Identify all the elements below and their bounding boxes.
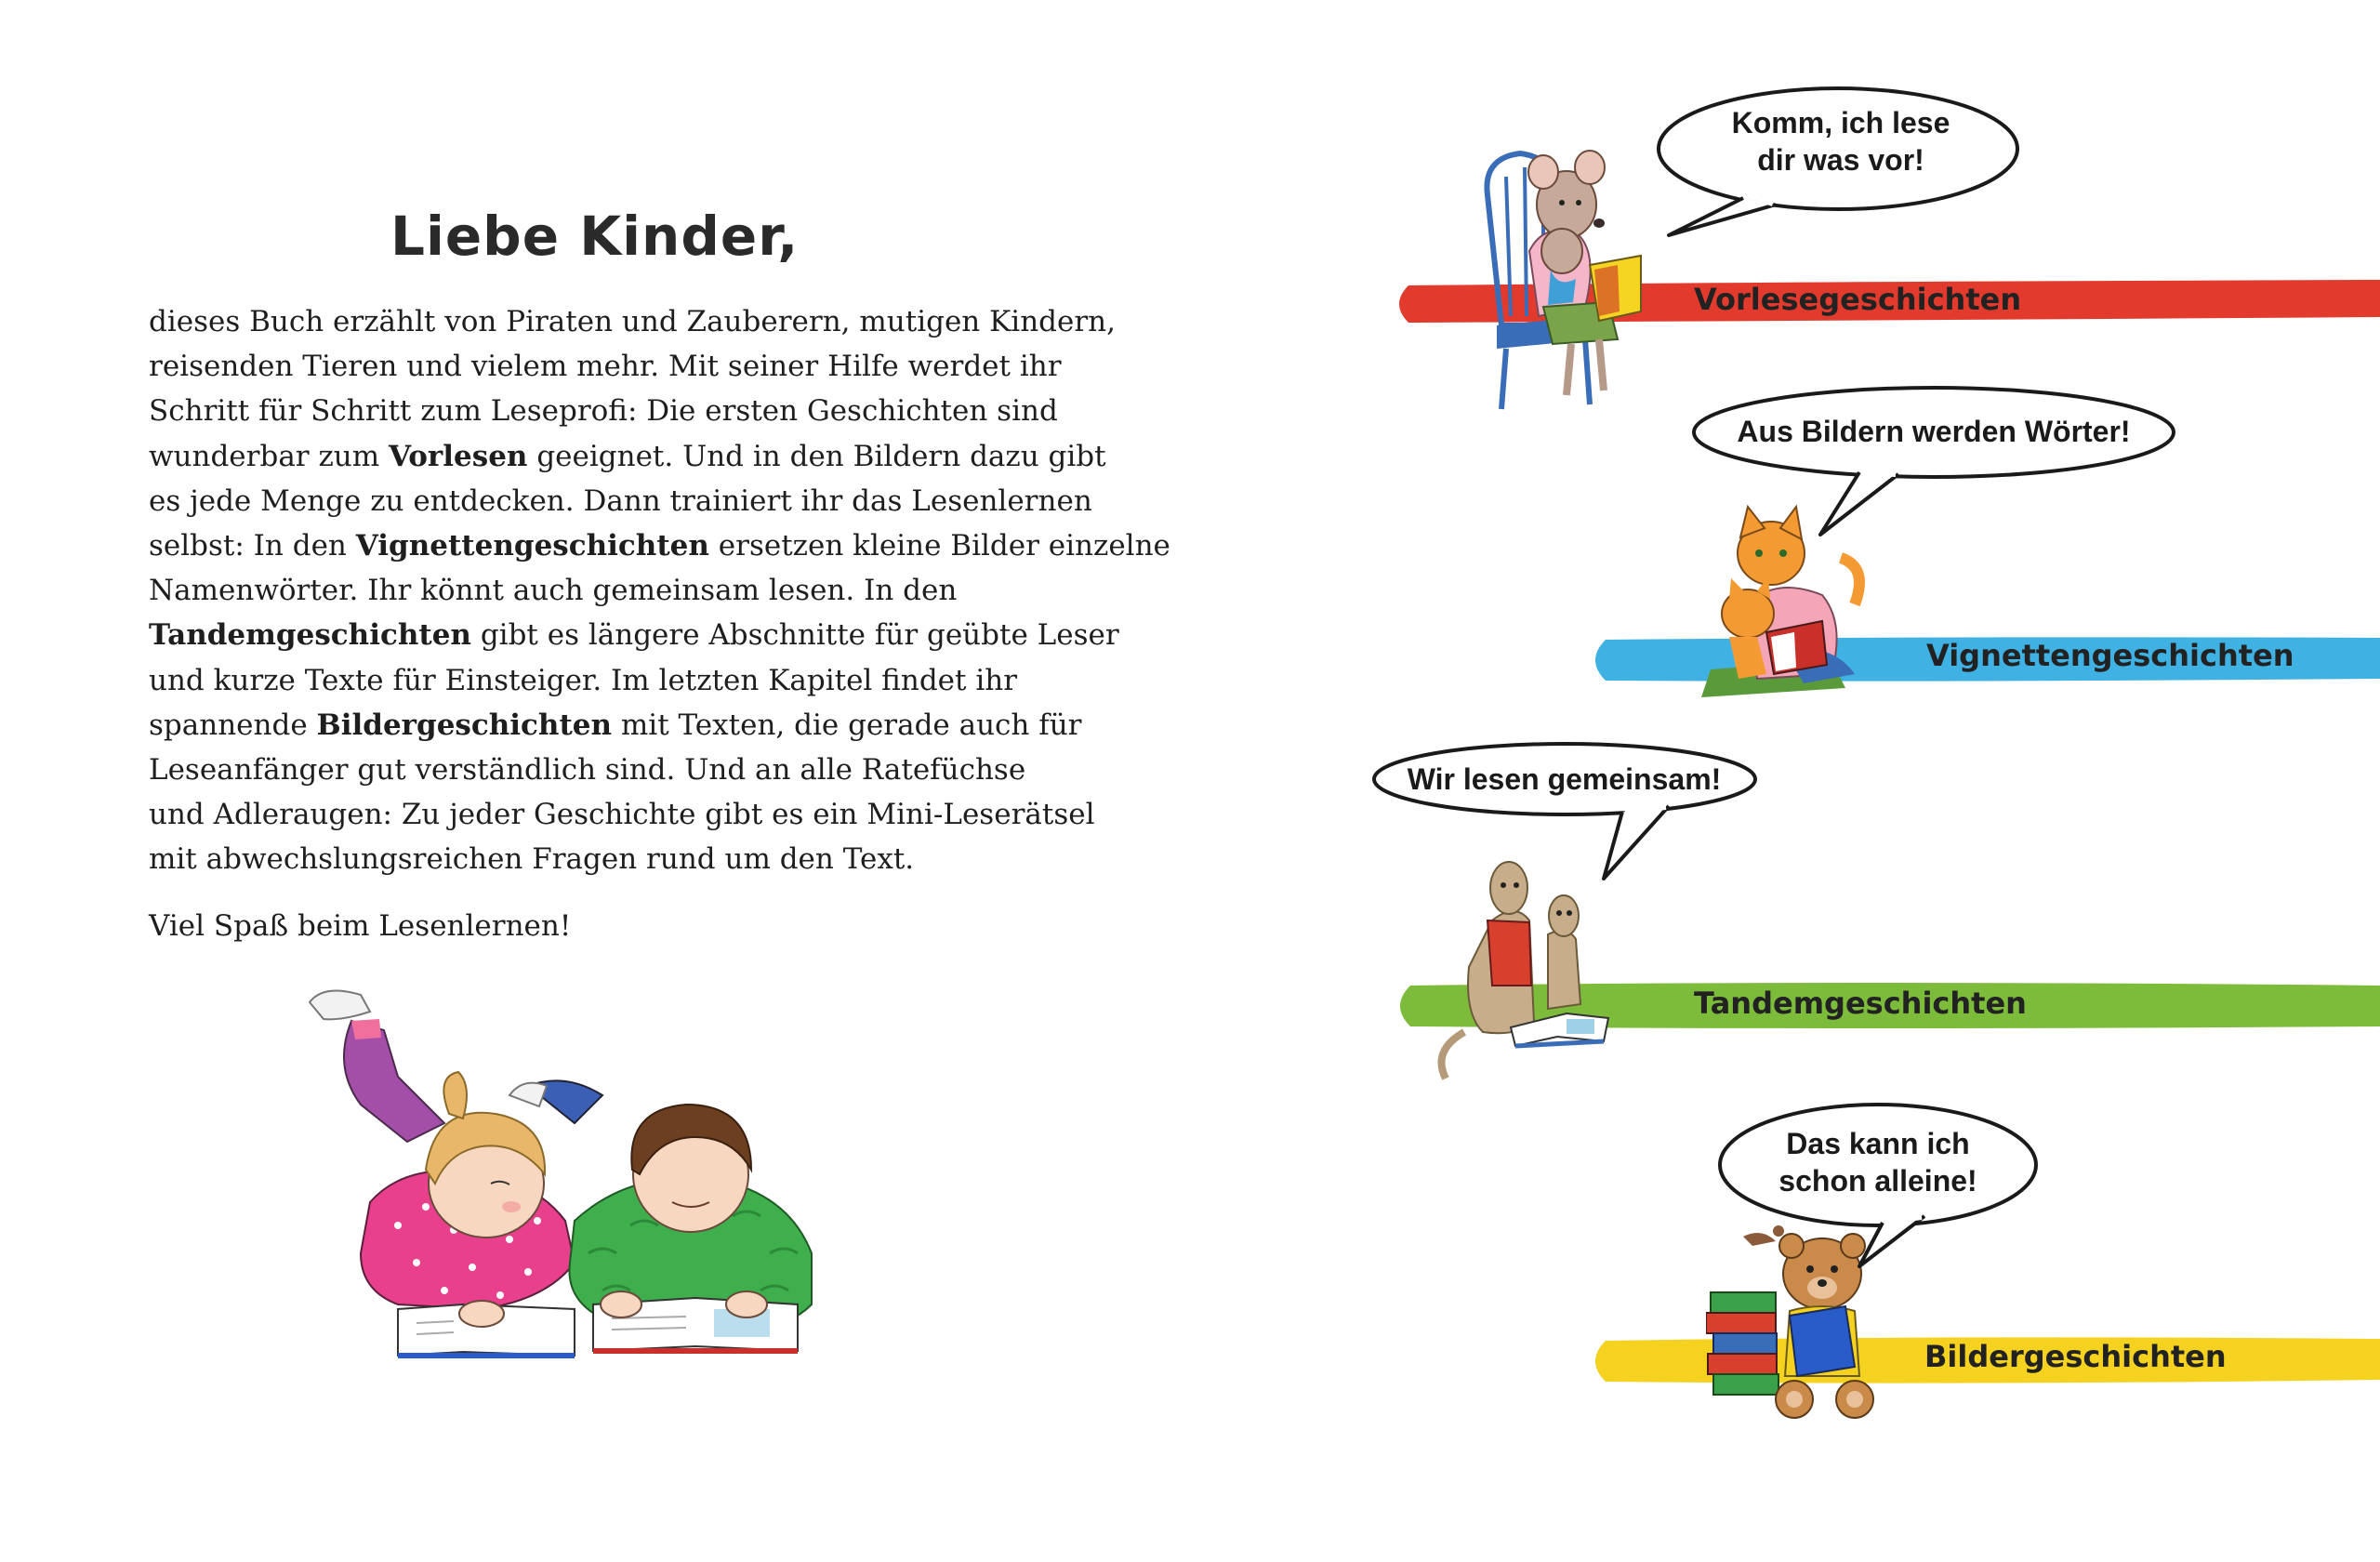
label-vorlesegeschichten: Vorlesegeschichten: [1694, 282, 2022, 317]
speech-bubble-2: [1683, 381, 2194, 544]
right-page: [1190, 0, 2380, 1562]
keyword-vorlesen: Vorlesen: [389, 439, 528, 473]
label-bildergeschichten: Bildergeschichten: [1924, 1339, 2227, 1374]
closing-line: Viel Spaß beim Lesenlernen!: [149, 909, 572, 943]
keyword-vignettengeschichten: Vignettengeschichten: [355, 529, 709, 563]
mouse-reading-icon: [1469, 139, 1646, 418]
text-line: Namenwörter. Ihr könnt auch gemeinsam lesen. In den: [149, 574, 958, 608]
text-line: Tandemgeschichten gibt es längere Abschnitte für geübte Leser: [149, 618, 1119, 653]
text-line: wunderbar zum Vorlesen geeignet. Und in den Bildern dazu gibt: [149, 439, 1106, 473]
bubble-text-3: Wir lesen gemeinsam!: [1407, 762, 1722, 796]
bubble-text-2: Aus Bildern werden Wörter!: [1737, 415, 2131, 448]
text-line: reisenden Tieren und vielem mehr. Mit seiner Hilfe werdet ihr: [149, 350, 1062, 384]
bubble-text-4: Das kann ich schon alleine!: [1778, 1127, 1977, 1198]
page-heading: Liebe Kinder,: [390, 205, 800, 268]
text-line: dieses Buch erzählt von Piraten und Zauberern, mutigen Kindern,: [149, 305, 1116, 338]
bubble-text-1: Komm, ich lese dir was vor!: [1731, 106, 1950, 177]
text-line: und kurze Texte für Einsteiger. Im letzten Kapitel findet ihr: [149, 663, 1018, 697]
intro-paragraph: [149, 299, 1170, 882]
text-line: mit abwechslungsreichen Fragen rund um den Text.: [149, 842, 915, 877]
text-line: und Adleraugen: Zu jeder Geschichte gibt es ein Mini-Leserätsel: [149, 798, 1095, 832]
label-vignettengeschichten: Vignettengeschichten: [1926, 638, 2294, 673]
text-line: Schritt für Schritt zum Leseprofi: Die ersten Geschichten sind: [149, 394, 1058, 429]
keyword-bildergeschichten: Bildergeschichten: [316, 708, 613, 742]
text-line: spannende Bildergeschichten mit Texten, die gerade auch für: [149, 708, 1082, 742]
keyword-tandemgeschichten: Tandemgeschichten: [149, 618, 471, 653]
text-line: selbst: In den Vignettengeschichten ersetzen kleine Bilder einzelne: [149, 529, 1170, 563]
children-reading-illustration: [296, 984, 891, 1411]
text-line: Leseanfänger gut verständlich sind. Und an alle Ratefüchse: [149, 753, 1026, 788]
label-tandemgeschichten: Tandemgeschichten: [1694, 986, 2027, 1021]
text-line: es jede Menge zu entdecken. Dann trainiert ihr das Lesenlernen: [149, 483, 1092, 518]
